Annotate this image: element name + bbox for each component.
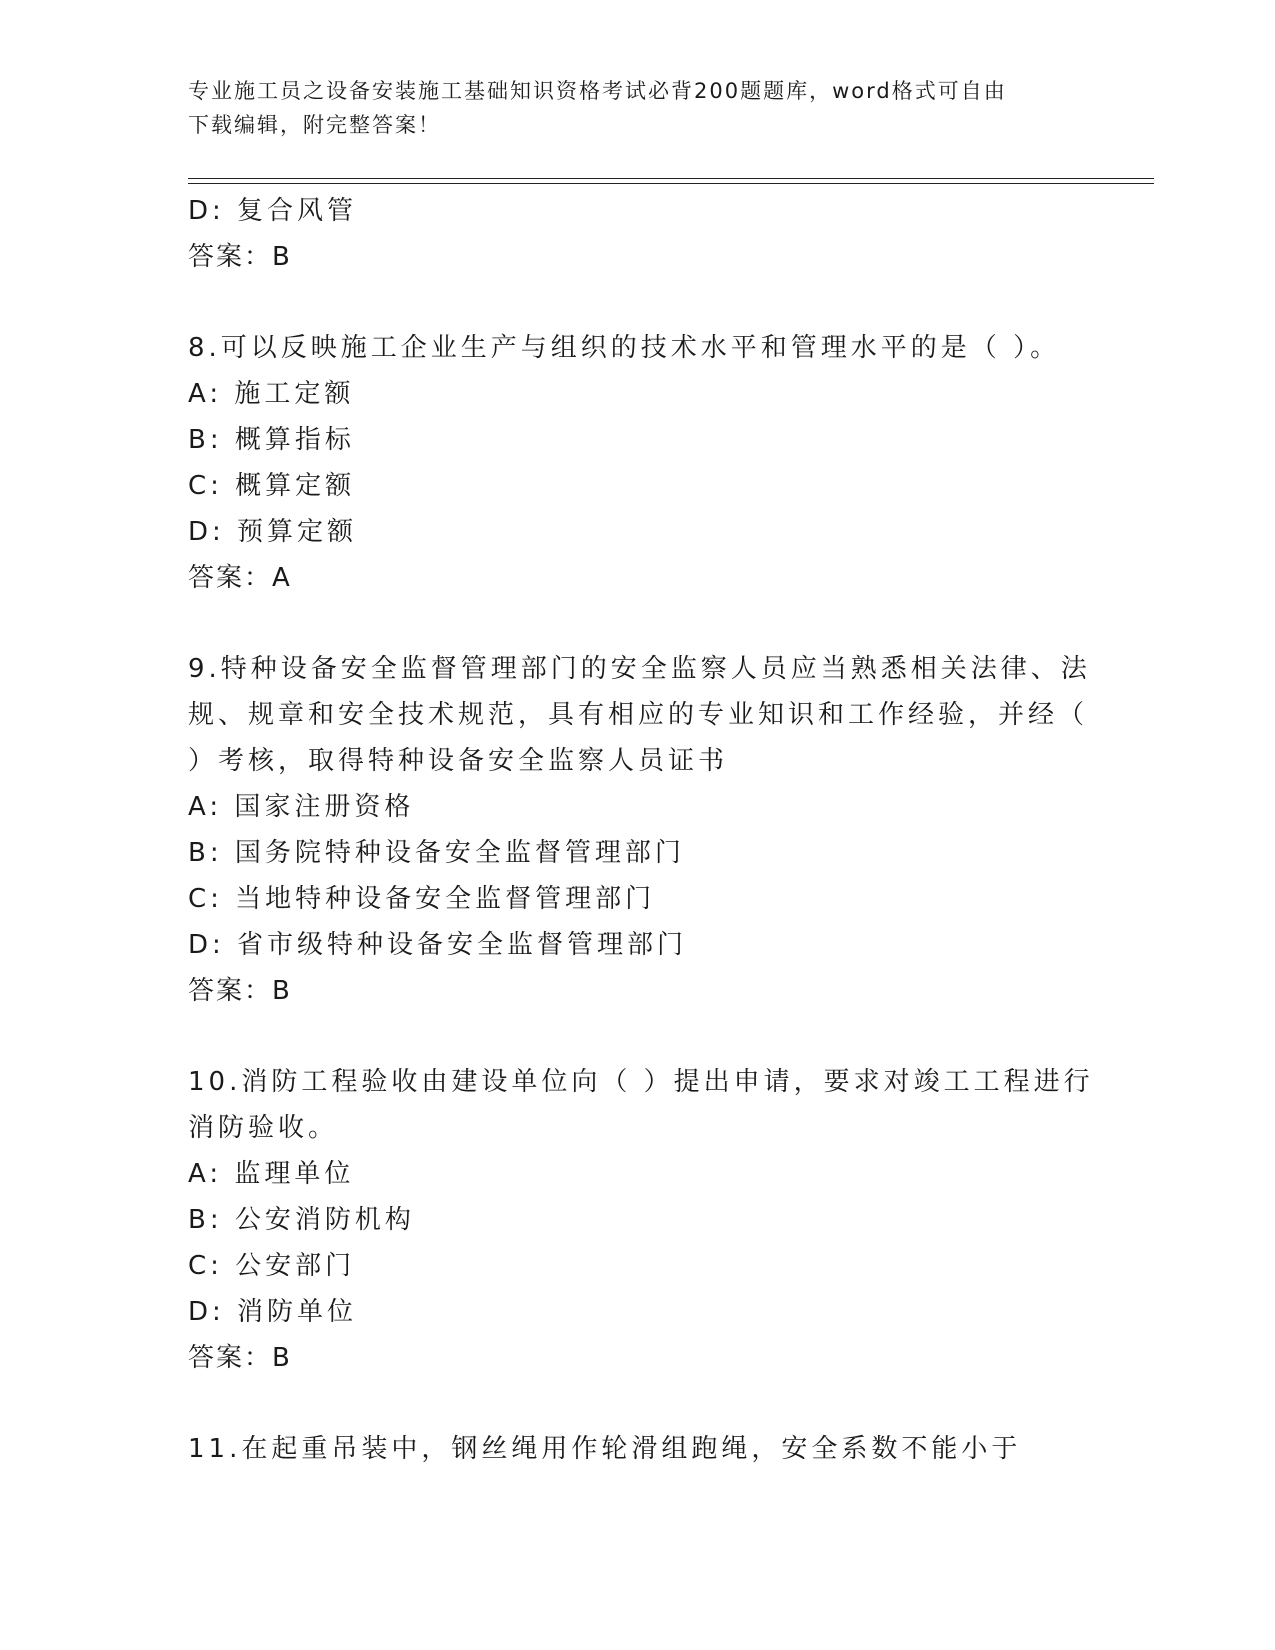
question-9 — [188, 646, 1091, 1014]
question-10-text-line-1: 10.消防工程验收由建设单位向（ ）提出申请，要求对竣工工程进行 — [188, 1067, 1094, 1097]
header-line-1: 专业施工员之设备安装施工基础知识资格考试必背200题题库，word格式可自由 — [188, 79, 1007, 103]
question-9-option-c: C: 当地特种设备安全监督管理部门 — [188, 884, 656, 914]
question-10-option-b: B: 公安消防机构 — [188, 1205, 415, 1235]
spacer — [188, 1014, 1068, 1059]
question-10 — [188, 1059, 1094, 1381]
spacer — [188, 280, 1068, 325]
question-8-option-b: B: 概算指标 — [188, 425, 355, 455]
header-rule-bottom — [188, 183, 1154, 184]
prev-option-d: D: 复合风管 — [188, 196, 358, 226]
question-10-option-a: A: 监理单位 — [188, 1159, 355, 1189]
question-10-option-c: C: 公安部门 — [188, 1251, 356, 1281]
question-10-option-d: D: 消防单位 — [188, 1297, 358, 1327]
question-8-option-c: C: 概算定额 — [188, 471, 356, 501]
header-line-2: 下载编辑，附完整答案！ — [188, 113, 441, 137]
question-9-answer: 答案：B — [188, 976, 292, 1006]
question-8-option-a: A: 施工定额 — [188, 379, 355, 409]
spacer — [188, 1381, 1068, 1426]
header-rule-top — [188, 178, 1154, 179]
question-10-answer: 答案：B — [188, 1343, 292, 1373]
question-9-option-b: B: 国务院特种设备安全监督管理部门 — [188, 838, 685, 868]
question-10-text-line-2: 消防验收。 — [188, 1113, 339, 1143]
question-9-option-d: D: 省市级特种设备安全监督管理部门 — [188, 930, 688, 960]
question-8-answer: 答案：A — [188, 563, 292, 593]
question-8 — [188, 325, 1068, 601]
question-9-text-line-3: ）考核，取得特种设备安全监察人员证书 — [188, 746, 729, 776]
question-9-text-line-2: 规、规章和安全技术规范，具有相应的专业知识和工作经验，并经（ — [188, 700, 1089, 730]
question-content — [188, 188, 1094, 1472]
question-8-option-d: D: 预算定额 — [188, 517, 358, 547]
question-9-option-a: A: 国家注册资格 — [188, 792, 415, 822]
document-header — [188, 74, 1088, 142]
question-8-text: 8.可以反映施工企业生产与组织的技术水平和管理水平的是（ ）。 — [188, 333, 1061, 363]
question-9-text-line-1: 9.特种设备安全监督管理部门的安全监察人员应当熟悉相关法律、法 — [188, 654, 1091, 684]
question-11 — [188, 1426, 1068, 1472]
question-11-text: 11.在起重吊装中，钢丝绳用作轮滑组跑绳，安全系数不能小于 — [188, 1434, 1022, 1464]
prev-answer: 答案：B — [188, 242, 292, 272]
spacer — [188, 601, 1068, 646]
